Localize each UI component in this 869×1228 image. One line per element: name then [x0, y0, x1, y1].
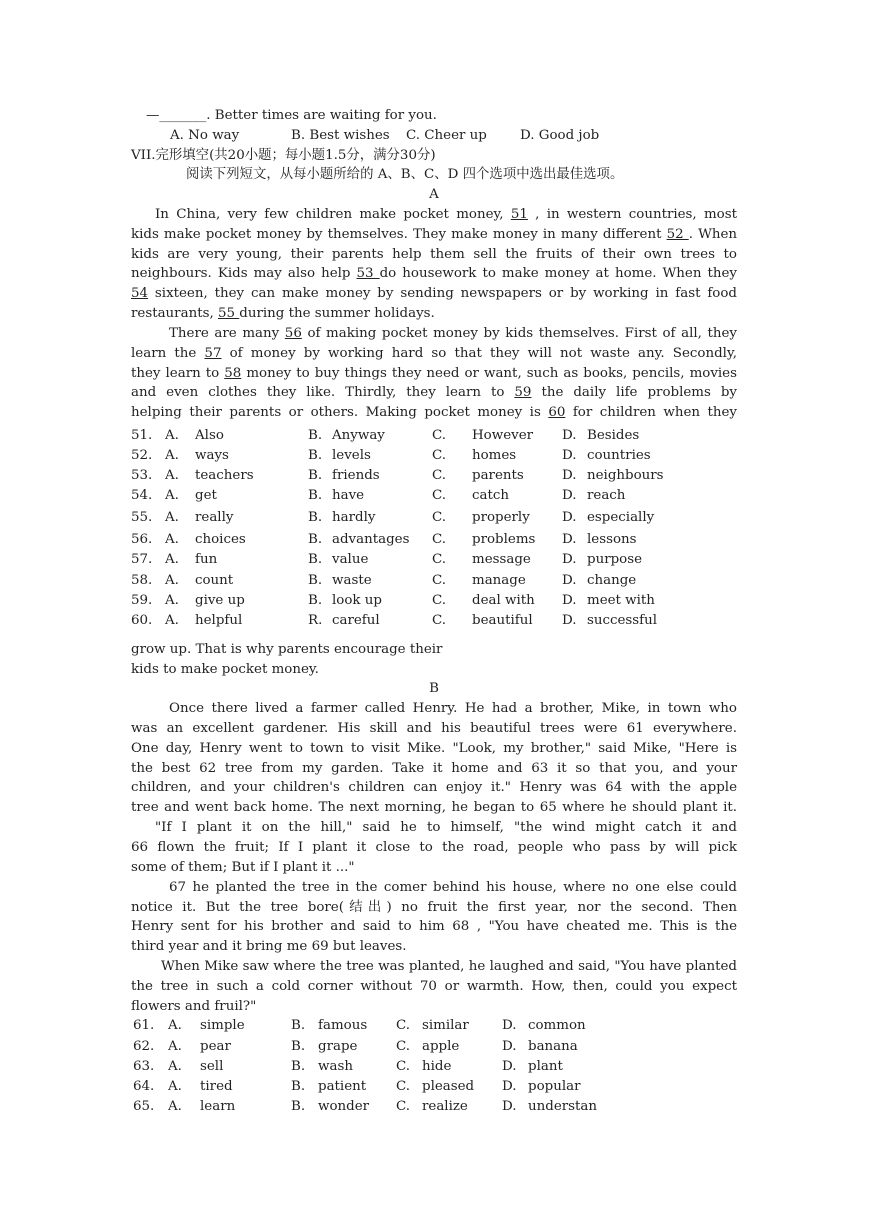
blank-number: 54	[131, 286, 149, 302]
option: B. Best wishes	[291, 128, 390, 143]
option-letter: B.	[308, 448, 323, 463]
option-letter: D.	[562, 532, 577, 547]
option-letter: C.	[432, 532, 447, 547]
blank-number: 60	[548, 405, 566, 421]
question-number: 52.	[131, 448, 153, 463]
option-letter: C.	[432, 613, 447, 628]
option-letter: B.	[291, 1018, 306, 1033]
blank-number: 56	[284, 326, 302, 341]
option: C. Cheer up	[406, 128, 487, 143]
option-letter: C.	[432, 593, 447, 608]
option-letter: R.	[308, 613, 323, 628]
blank-number: 57	[204, 345, 222, 361]
question-row	[131, 591, 691, 611]
option-text: change	[587, 573, 637, 588]
text-line: the best 62 tree from my garden. Take it home and 63 it so that you, and your	[131, 760, 737, 776]
question-number: 57.	[131, 552, 153, 567]
option-letter: C.	[396, 1039, 411, 1054]
option-text: learn	[200, 1099, 236, 1114]
option: D. Good job	[520, 128, 600, 143]
option-text: understan	[528, 1099, 598, 1114]
option-text: apple	[422, 1039, 460, 1054]
text-run: learn the	[131, 345, 205, 361]
question-row	[131, 466, 691, 486]
option-letter: A.	[165, 532, 179, 547]
option-letter: A.	[165, 448, 179, 463]
question-row	[131, 550, 691, 571]
text-run: restaurants,	[131, 306, 218, 321]
text-line	[131, 383, 737, 402]
option-text: beautiful	[472, 613, 533, 628]
text-run: sixteen, they can make money by sending newspapers or by working in fast food	[148, 286, 737, 302]
blank-number: 52	[666, 226, 689, 242]
option-text: advantages	[332, 532, 410, 547]
option-letter: C.	[432, 428, 447, 443]
option-letter: B.	[308, 488, 323, 503]
text-run: the daily life problems by	[531, 385, 737, 401]
option-text: simple	[200, 1018, 245, 1033]
question-row	[131, 1016, 691, 1037]
option-text: plant	[528, 1059, 563, 1074]
option-letter: B.	[308, 573, 323, 588]
text-run: they learn to	[131, 365, 225, 381]
option-text: give up	[195, 593, 245, 608]
text-line: 66 flown the fruit; If I plant it close to the road, people who pass by will pick	[131, 839, 737, 855]
text-run: do housework to make money at home. When they	[379, 266, 737, 282]
option-text: pleased	[422, 1079, 475, 1094]
option-text: careful	[332, 613, 380, 628]
option-text: grape	[318, 1039, 358, 1054]
option-letter: D.	[562, 468, 577, 483]
option-text: count	[195, 573, 234, 588]
question-row	[131, 1037, 691, 1057]
blank-number: 59	[514, 385, 532, 401]
text-line: "If I plant it on the hill," said he to himself, "the wind might catch it and	[155, 820, 737, 836]
option-letter: B.	[291, 1099, 306, 1114]
option-text: popular	[528, 1079, 581, 1094]
text-line: Henry sent for his brother and said to him 68 , "You have cheated me. This is the	[131, 919, 737, 935]
option-letter: B.	[308, 593, 323, 608]
option-letter: C.	[432, 448, 447, 463]
option-text: properly	[472, 510, 530, 525]
option-text: pear	[200, 1039, 231, 1054]
option-text: really	[195, 510, 234, 525]
text-run: kids are very young, their parents help them sell the fruits of their own trees to	[131, 246, 737, 262]
option-text: manage	[472, 573, 526, 588]
text-run: In China, very few children make pocket money,	[155, 207, 511, 222]
dialogue-line: —_______. Better times are waiting for you.	[146, 108, 437, 123]
option-letter: B.	[308, 552, 323, 567]
text-line	[131, 403, 737, 422]
option-text: parents	[472, 468, 524, 483]
section-title: VII.完形填空(共20小题；每小题1.5分，满分30分)	[131, 148, 436, 163]
option-text: levels	[332, 448, 371, 463]
text-line: notice it. But the tree bore(结出) no fruit the first year, nor the second. Then	[131, 899, 737, 915]
question-number: 58.	[131, 573, 153, 588]
option-text: reach	[587, 488, 626, 503]
option-text: countries	[587, 448, 651, 463]
option-text: choices	[195, 532, 246, 547]
options-line	[170, 126, 776, 145]
option-text: However	[472, 428, 534, 443]
question-table-a	[131, 426, 691, 631]
option-letter: A.	[168, 1079, 182, 1094]
option-letter: C.	[432, 510, 447, 525]
text-line	[131, 284, 737, 303]
option-text: common	[528, 1018, 586, 1033]
text-run: neighbours. Kids may also help	[131, 266, 357, 282]
option-letter: A.	[168, 1099, 182, 1114]
option-text: patient	[318, 1079, 367, 1094]
question-number: 59.	[131, 593, 153, 608]
question-number: 51.	[131, 428, 153, 443]
text-run: of money by working hard so that they will not waste any. Secondly,	[221, 345, 737, 361]
option-text: hardly	[332, 510, 376, 525]
text-run: and even clothes they like. Thirdly, they learn to	[131, 385, 515, 401]
option-letter: B.	[308, 468, 323, 483]
text-line	[131, 245, 737, 264]
option-letter: A.	[168, 1059, 182, 1074]
option-text: homes	[472, 448, 517, 463]
option-letter: B.	[308, 428, 323, 443]
passage-label: B	[429, 681, 439, 696]
option-text: Also	[195, 428, 224, 443]
option-text: lessons	[587, 532, 637, 547]
option-letter: D.	[562, 510, 577, 525]
option-text: Besides	[587, 428, 640, 443]
text-line	[169, 324, 737, 343]
option-letter: D.	[502, 1099, 517, 1114]
option-letter: D.	[562, 593, 577, 608]
option-letter: B.	[291, 1059, 306, 1074]
blank-number: 51	[510, 207, 528, 222]
option-text: famous	[318, 1018, 368, 1033]
text-line: flowers and fruil?"	[131, 998, 257, 1014]
option-text: deal with	[472, 593, 535, 608]
text-run: There are many	[169, 326, 285, 341]
option: A. No way	[170, 128, 240, 143]
option-letter: A.	[168, 1039, 182, 1054]
option-letter: C.	[396, 1099, 411, 1114]
text-run: for children when they	[565, 405, 737, 421]
option-text: wonder	[318, 1099, 370, 1114]
option-letter: A.	[165, 593, 179, 608]
option-text: hide	[422, 1059, 452, 1074]
option-letter: A.	[165, 468, 179, 483]
question-number: 55.	[131, 510, 153, 525]
option-letter: C.	[432, 573, 447, 588]
option-text: tired	[200, 1079, 233, 1094]
text-line	[155, 205, 737, 224]
option-letter: A.	[168, 1018, 182, 1033]
option-text: similar	[422, 1018, 469, 1033]
option-letter: A.	[165, 428, 179, 443]
text-line: children, and your children's children can enjoy it." Henry was 64 with the apple	[131, 780, 737, 796]
option-letter: C.	[432, 552, 447, 567]
text-line: third year and it bring me 69 but leaves.	[131, 939, 407, 955]
option-text: problems	[472, 532, 536, 547]
option-text: realize	[422, 1099, 468, 1114]
blank-number: 53	[356, 266, 380, 282]
question-number: 62.	[133, 1039, 155, 1054]
text-line	[131, 364, 737, 383]
question-number: 56.	[131, 532, 153, 547]
text-run: , in western countries, most	[527, 207, 737, 222]
option-letter: C.	[396, 1059, 411, 1074]
option-letter: D.	[562, 552, 577, 567]
option-letter: B.	[291, 1039, 306, 1054]
question-row	[131, 446, 691, 466]
option-text: value	[332, 552, 369, 567]
option-letter: B.	[291, 1079, 306, 1094]
text-run: money to buy things they need or want, such as books, pencils, movies	[241, 365, 737, 381]
question-row	[131, 1077, 691, 1097]
option-text: teachers	[195, 468, 254, 483]
text-line	[131, 344, 737, 363]
text-run: . When	[688, 226, 738, 242]
question-row	[131, 530, 691, 550]
option-letter: A.	[165, 552, 179, 567]
text-line	[131, 304, 737, 323]
option-text: especially	[587, 510, 655, 525]
option-letter: C.	[432, 468, 447, 483]
option-text: successful	[587, 613, 658, 628]
question-row	[131, 486, 691, 508]
option-letter: B.	[308, 532, 323, 547]
text-line: was an excellent gardener. His skill and his beautiful trees were 61 everywhere.	[131, 720, 737, 736]
question-row	[131, 1097, 691, 1117]
option-letter: D.	[562, 428, 577, 443]
text-run: of making pocket money by kids themselves. First of all, they	[301, 326, 737, 341]
blank-number: 58	[224, 365, 242, 381]
section-instruction: 阅读下列短文，从每小题所给的 A、B、C、D 四个选项中选出最佳选项。	[186, 167, 624, 182]
option-letter: C.	[396, 1018, 411, 1033]
option-letter: D.	[502, 1059, 517, 1074]
question-row	[131, 611, 691, 631]
option-letter: A.	[165, 510, 179, 525]
question-row	[131, 426, 691, 446]
option-text: have	[332, 488, 365, 503]
option-text: wash	[318, 1059, 353, 1074]
option-letter: A.	[165, 488, 179, 503]
option-text: sell	[200, 1059, 224, 1074]
passage-a-ending: kids to make pocket money.	[131, 662, 319, 677]
text-run: helping their parents or others. Making pocket money is	[131, 405, 549, 421]
option-text: waste	[332, 573, 372, 588]
question-row	[131, 1057, 691, 1077]
option-text: look up	[332, 593, 382, 608]
option-letter: D.	[562, 613, 577, 628]
option-text: banana	[528, 1039, 578, 1054]
option-text: neighbours	[587, 468, 664, 483]
blank-number: 55	[217, 306, 240, 321]
question-number: 63.	[133, 1059, 155, 1074]
text-line: When Mike saw where the tree was planted, he laughed and said, "You have planted	[161, 959, 737, 975]
text-line	[131, 225, 737, 244]
question-number: 54.	[131, 488, 153, 503]
text-line: 67 he planted the tree in the comer behind his house, where no one else could	[169, 879, 737, 895]
option-letter: A.	[165, 573, 179, 588]
question-number: 64.	[133, 1079, 155, 1094]
option-text: purpose	[587, 552, 643, 567]
question-table-b	[131, 1016, 691, 1117]
option-text: ways	[195, 448, 229, 463]
option-letter: B.	[308, 510, 323, 525]
text-line	[131, 264, 737, 283]
option-text: catch	[472, 488, 509, 503]
option-letter: D.	[502, 1079, 517, 1094]
option-text: Anyway	[332, 428, 385, 443]
option-text: message	[472, 552, 531, 567]
text-line: some of them; But if I plant it ..."	[131, 859, 355, 875]
option-letter: D.	[562, 488, 577, 503]
option-letter: D.	[562, 448, 577, 463]
text-line: One day, Henry went to town to visit Mike. "Look, my brother," said Mike, "Here is	[131, 740, 737, 756]
passage-label: A	[429, 187, 439, 202]
question-number: 61.	[133, 1018, 155, 1033]
option-letter: D.	[562, 573, 577, 588]
option-letter: C.	[432, 488, 447, 503]
option-text: helpful	[195, 613, 243, 628]
text-line: tree and went back home. The next morning, he began to 65 where he should plant it.	[131, 800, 737, 816]
question-number: 60.	[131, 613, 153, 628]
option-text: friends	[332, 468, 380, 483]
option-letter: C.	[396, 1079, 411, 1094]
option-letter: D.	[502, 1039, 517, 1054]
option-text: meet with	[587, 593, 655, 608]
question-row	[131, 508, 691, 530]
text-run: during the summer holidays.	[239, 306, 435, 321]
option-letter: D.	[502, 1018, 517, 1033]
option-text: fun	[195, 552, 218, 567]
text-run: kids make pocket money by themselves. They make money in many different	[131, 226, 667, 242]
text-line: Once there lived a farmer called Henry. He had a brother, Mike, in town who	[169, 701, 737, 716]
question-row	[131, 571, 691, 591]
option-text: get	[195, 488, 217, 503]
question-number: 65.	[133, 1099, 155, 1114]
text-line: the tree in such a cold corner without 70 or warmth. How, then, could you expect	[131, 978, 737, 994]
passage-a-ending: grow up. That is why parents encourage their	[131, 642, 443, 657]
option-letter: A.	[165, 613, 179, 628]
question-number: 53.	[131, 468, 153, 483]
